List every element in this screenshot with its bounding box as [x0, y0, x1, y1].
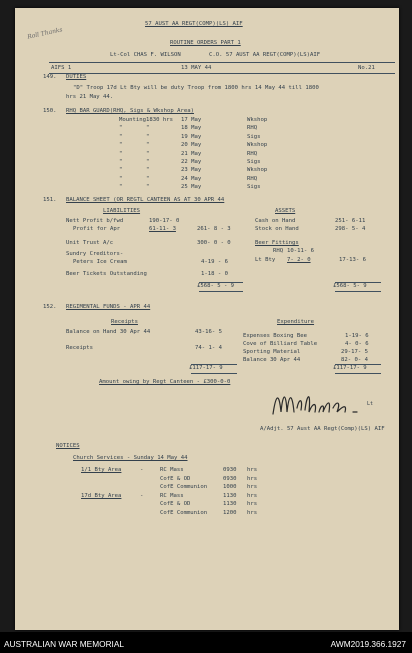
balance-sheet-title: BALANCE SHEET (OR REGTL CANTEEN AS AT 30 APR 44 [66, 197, 225, 203]
item-number-152: 152. [43, 304, 57, 310]
guard-row-date: 19 May [181, 133, 202, 140]
expense-1-label: Expenses Boxing Bee [243, 333, 307, 339]
assets-total: £568- 5- 9 [333, 283, 367, 289]
church-row-time: 1130 [223, 501, 237, 508]
nett-profit-label: Nett Profit b/fwd [66, 218, 124, 224]
balance-hand-label: Balance on Hand 30 Apr 44 [66, 329, 151, 335]
regimental-funds-title: REGIMENTAL FUNDS - APR 44 [66, 304, 151, 310]
co-line: C.O. 57 AUST AA REGT(COMP)(LS)AIF [209, 52, 321, 58]
lt-bty-value: 7- 2- 0 [287, 257, 311, 263]
nett-profit-value: 190-17- 0 [149, 218, 180, 224]
guard-title: RHQ BAR GUARD(RHQ, Sigs & Wkshop Area) [66, 108, 194, 114]
church-services-title: Church Services - Sunday 14 May 44 [73, 455, 188, 461]
stock-value: 298- 5- 4 [335, 226, 366, 232]
stock-label: Stock on Hand [255, 226, 299, 232]
receipts-total-rule-bottom [191, 373, 237, 374]
guard-row-unit: Wkshop [247, 142, 268, 149]
item-number-149: 149. [43, 74, 57, 80]
footer-institution: AUSTRALIAN WAR MEMORIAL [4, 639, 125, 649]
church-row-area: 17d Bty Area [81, 492, 122, 499]
guard-row-col-a: " [119, 142, 123, 149]
church-row-denomination: RC Mass [160, 492, 184, 499]
header-rule-bottom [49, 73, 395, 74]
order-date: 13 MAY 44 [181, 65, 212, 71]
amount-owing: Amount owing by Regt Canteen - £300-0-0 [99, 379, 231, 385]
church-row-time: 1200 [223, 510, 237, 516]
item-number-150: 150. [43, 108, 57, 114]
expense-4-value: 82- 0- 4 [341, 357, 368, 363]
header-rule-top [49, 62, 395, 63]
orders-title: ROUTINE ORDERS PART 1 [170, 40, 241, 46]
assets-total-rule-bottom [335, 291, 381, 292]
church-row-time: 0930 [223, 475, 237, 482]
expense-3-value: 29-17- 5 [341, 349, 368, 355]
guard-row-unit: RHQ [247, 175, 258, 182]
expense-4-label: Balance 30 Apr 44 [243, 357, 301, 363]
liabilities-total: £568- 5 - 9 [197, 283, 235, 289]
guard-row-col-b: " [146, 142, 150, 149]
archive-footer [0, 632, 412, 653]
church-row-time: 1130 [223, 492, 237, 499]
guard-row-date: 21 May [181, 150, 202, 157]
guard-row-col-a: " [119, 133, 123, 140]
by-line: Lt-Col CHAS F. WILSON [110, 52, 181, 58]
order-number: No.21 [358, 65, 375, 71]
expenditure-total-rule-bottom [335, 373, 381, 374]
liabilities-heading: LIABILITIES [103, 208, 141, 214]
guard-row-unit: Sigs [247, 159, 261, 165]
margin-annotation: Roll Thanks [26, 26, 64, 41]
cash-label: Cash on Hand [255, 218, 296, 224]
church-row-denomination: RC Mass [160, 467, 184, 473]
guard-row-unit: Sigs [247, 184, 261, 191]
liabilities-total-rule-bottom [199, 291, 243, 292]
church-row-hrs: hrs [247, 501, 258, 508]
expenditure-total: £117-17- 9 [333, 365, 367, 371]
fittings-total-value: 17-13- 6 [339, 257, 366, 263]
guard-row-col-b: " [146, 150, 150, 157]
rhq-value: 10-11- 6 [287, 248, 314, 254]
guard-row-col-b: " [146, 175, 150, 182]
guard-row-date: 22 May [181, 159, 202, 165]
unit-trust-value: 300- 0 - 0 [197, 240, 231, 246]
lt-bty-label: Lt Bty [255, 257, 276, 263]
expenditure-heading: Expenditure [277, 319, 315, 325]
guard-row-unit: Sigs [247, 133, 261, 140]
receipts-value: 74- 1- 4 [195, 345, 222, 351]
beer-tickets-label: Beer Tickets Outstanding [66, 271, 147, 277]
document-page [15, 8, 399, 630]
notices-title: NOTICES [56, 443, 80, 449]
church-row-hrs: hrs [247, 475, 258, 482]
guard-row-col-b: " [146, 167, 150, 174]
church-row-hrs: hrs [247, 467, 258, 473]
signature-rank: Lt [367, 401, 374, 407]
guard-row-date: 18 May [181, 125, 202, 132]
profit-apr-value: 61-11- 3 [149, 226, 176, 232]
guard-row-col-b: " [146, 133, 150, 140]
guard-row-col-a: Mounting [119, 117, 146, 123]
duties-line-1: "D" Troop 17d Lt Bty will be duty Troop from 1800 hrs 14 May 44 till 1800 [73, 85, 319, 91]
aifs-label: AIFS 1 [51, 65, 72, 71]
expense-1-value: 1-19- 6 [345, 333, 369, 339]
guard-row-unit: Wkshop [247, 117, 268, 123]
sundry-label: Sundry Creditors- [66, 251, 124, 257]
guard-row-unit: RHQ [247, 125, 258, 132]
church-row-hrs: hrs [247, 484, 258, 491]
guard-row-date: 17 May [181, 117, 202, 123]
church-row-denomination: CofE & OD [160, 501, 191, 508]
guard-row-col-a: " [119, 167, 123, 174]
guard-row-col-b: " [146, 125, 150, 132]
expense-2-label: Cove of Billiard Table [243, 341, 318, 347]
church-row-hrs: hrs [247, 510, 258, 516]
profit-apr-label: Profit for Apr [73, 226, 121, 232]
guard-row-col-b: " [146, 159, 150, 165]
church-row-dash: - [140, 492, 144, 499]
duties-title: DUTIES [66, 74, 87, 80]
guard-row-unit: RHQ [247, 150, 258, 157]
church-row-denomination: CofE & OD [160, 475, 191, 482]
assets-heading: ASSETS [275, 208, 296, 214]
cash-value: 251- 6-11 [335, 218, 366, 224]
guard-row-date: 24 May [181, 175, 202, 182]
balance-hand-value: 43-16- 5 [195, 329, 222, 335]
guard-row-col-b: 1830 hrs [146, 117, 173, 123]
guard-row-date: 25 May [181, 184, 202, 191]
sundry-value: 4-19 - 6 [201, 259, 228, 265]
guard-row-date: 20 May [181, 142, 202, 149]
sign-line: A/Adjt. 57 Aust AA Regt(Comp)(LS) AIF [260, 426, 385, 432]
guard-row-col-a: " [119, 125, 123, 132]
receipts-label: Receipts [66, 345, 93, 351]
guard-row-date: 23 May [181, 167, 202, 174]
guard-row-col-a: " [119, 175, 123, 182]
church-row-denomination: CofE Communion [160, 484, 208, 491]
guard-row-col-a: " [119, 184, 123, 191]
guard-row-col-a: " [119, 159, 123, 165]
church-row-area: 1/1 Bty Area [81, 467, 122, 473]
receipts-heading: Receipts [111, 319, 138, 325]
footer-accession: AWM2019.366.1927 [330, 639, 406, 649]
church-row-time: 0930 [223, 467, 237, 473]
beer-tickets-value: 1-18 - 0 [201, 271, 228, 277]
receipts-total: £117-17- 9 [189, 365, 223, 371]
guard-row-unit: Wkshop [247, 167, 268, 174]
rhq-label: RHQ [273, 248, 284, 254]
guard-row-col-a: " [119, 150, 123, 157]
guard-row-col-b: " [146, 184, 150, 191]
expense-2-value: 4- 0- 6 [345, 341, 369, 347]
duties-line-2: hrs 21 May 44. [66, 94, 114, 100]
unit-title: 57 AUST AA REGT(COMP)(LS) AIF [145, 21, 243, 27]
peters-label: Peters Ice Cream [73, 259, 127, 265]
beer-fittings-label: Beer Fittings [255, 240, 299, 246]
expense-3-label: Sporting Material [243, 349, 301, 355]
church-row-time: 1000 [223, 484, 237, 491]
item-number-151: 151. [43, 197, 57, 203]
profit-total-value: 261- 8 - 3 [197, 226, 231, 232]
church-row-dash: - [140, 467, 144, 473]
church-row-denomination: CofE Communion [160, 510, 208, 516]
church-row-hrs: hrs [247, 492, 258, 499]
unit-trust-label: Unit Trust A/c [66, 240, 114, 246]
